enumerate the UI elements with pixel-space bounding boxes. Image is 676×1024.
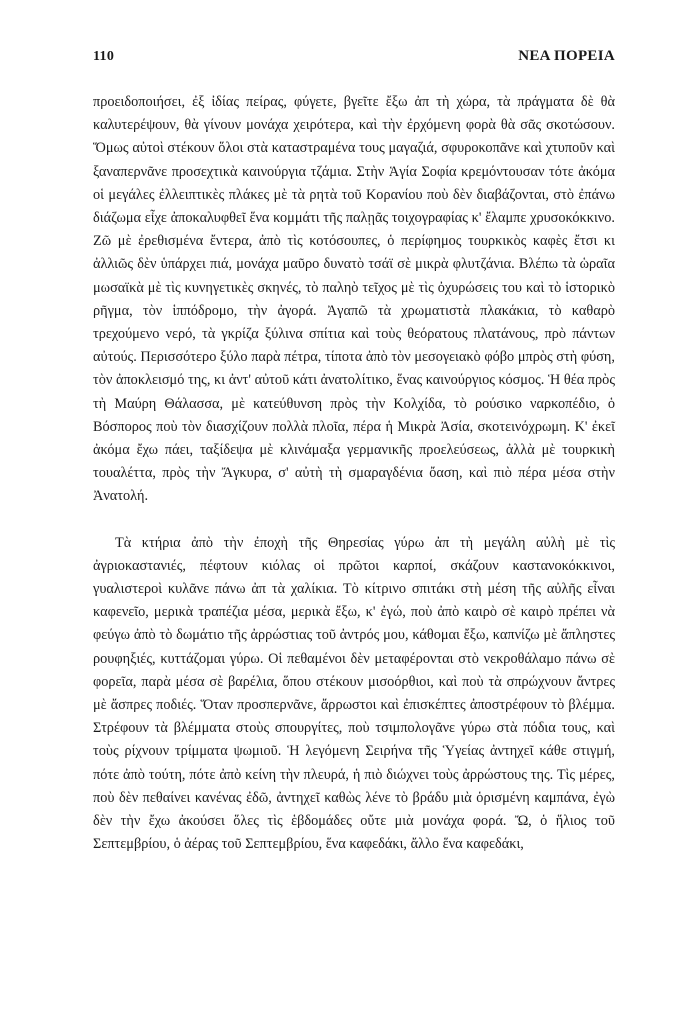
paragraph-hospital: Τὰ κτήρια ἀπὸ τὴν ἐποχὴ τῆς Θηρεσίας γύρω ἀπ τὴ μεγάλη αὐλὴ μὲ τὶς ἀγριοκαστανιές, πέφτουν κιόλας οἱ πρῶτοι καρποί, σκάζουν καστανοκόκκινοι, γυαλιστεροὶ κυλᾶνε πάνω ἀπ τὰ χαλίκια. Τὸ κίτρινο σπιτάκι στὴ μέση τῆς αὐλῆς εἶναι καφενεῖο, μερικὰ τραπέζια μέσα, μερικὰ ἔξω, κ' ἐγώ, ποὺ ἀπὸ καιρὸ σὲ καιρὸ πρέπει νὰ φεύγω ἀπὸ τὸ δωμάτιο τῆς ἀρρώστιας τοῦ ἀντρός μου, κάθομαι ἔξω, καπνίζω μὲ ἄπληστες ρουφηξιές, κυττάζομαι γύρω. Οἱ πεθαμένοι δὲν μεταφέρονται στὸ νεκροθάλαμο πάνω σὲ φορεῖα, παρὰ μέσα σὲ βαρέλια, ὅπου στέκουν μισοόρθιοι, καὶ ποὺ τὰ σπρώχνουν ἄντρες μὲ ἄσπρες ποδιές. Ὅταν προσπερνᾶνε, ἄρρωστοι καὶ ἐπισκέπτες ἀποστρέφουν τὸ βλέμμα. Στρέφουν τὰ βλέμματα στοὺς σπουργίτες, ποὺ τσιμπολογᾶνε γύρω στὰ πόδια τους, καὶ τοὺς ρίχνουν τρίμματα ψωμιοῦ. Ἡ λεγόμενη Σειρήνα τῆς Ὑγείας ἀντηχεῖ κάθε στιγμή, πότε ἀπὸ τούτη, πότε ἀπὸ κείνη τὴν πλευρά, ἡ πιὸ διώχνει τοὺς ἀρρώστους της. Τὶς μέρες, ποὺ δὲν πεθαίνει κανένας ἐδῶ, ἀντηχεῖ καθὼς λένε τὸ βράδυ μιὰ ὁρισμένη καμπάνα, ἐγὼ δὲν τὴν ἔχω ἀκούσει ὅλες τὶς ἑβδομάδες οὔτε μιὰ μονάχα φορά. Ὤ, ὁ ἥλιος τοῦ Σεπτεμβρίου, ὁ ἀέρας τοῦ Σεπτεμβρίου, ἕνα καφεδάκι, ἄλλο ἕνα καφεδάκι, [93,534,615,853]
journal-title: ΝΕΑ ΠΟΡΕΙΑ [518,48,615,64]
body-text [93,91,615,857]
paragraph-continued: προειδοποιήσει, ἐξ ἰδίας πείρας, φύγετε, βγεῖτε ἔξω ἀπ τὴ χώρα, τὰ πράγματα δὲ θὰ καλυτερέψουν, θὰ γίνουν μονάχα χειρότερα, καὶ τὴν ἐρχόμενη φορὰ θὰ σᾶς σκοτώσουν. Ὅμως αὐτοὶ στέκουν ὅλοι στὰ καταστραμένα τους μαγαζιά, σφυροκοπᾶνε καὶ χτυποῦν καὶ ξαναπερνᾶνε προσεχτικὰ καινούργια τζάμια. Στὴν Ἁγία Σοφία κρεμόντουσαν τότε ἀκόμα οἱ μεγάλες ἐλλειπτικὲς πλάκες μὲ τὰ ρητὰ τοῦ Κορανίου ποὺ δὲν διαβάζονται, στὸ ἐπάνω διάζωμα εἶχε ἀποκαλυφθεῖ ἕνα κομμάτι τῆς παλῃᾶς τοιχογραφίας κ' ἔλαμπε χρυσοκόκκινο. Ζῶ μὲ ἐρεθισμένα ἔντερα, ἀπὸ τὶς κοτόσουπες, ὁ περίφημος τουρκικὸς καφὲς ἔτσι κι ἀλλιῶς δὲν ὑπάρχει πιά, μονάχα μαῦρο δυνατὸ τσάϊ σὲ μικρὰ φλυτζάνια. Βλέπω τὰ ὡραῖα μωσαϊκὰ μὲ τὶς κυνηγετικὲς σκηνές, τὸ παληὸ τεῖχος μὲ τὶς ὀχυρώσεις του καὶ τὸ ἱστορικὸ ρῆγμα, τὸν ἱππόδρομο, τὴν ἀγορά. Ἀγαπῶ τὰ χρωματιστὰ πλακάκια, τὸ καθαρὸ τρεχούμενο νερό, τὰ γκρίζα ξύλινα σπίτια καὶ τοὺς θεόρατους πλατάνους, πρὸ πάντων αὐτούς. Περισσότερο ξύλο παρὰ πέτρα, τίποτα ἀπὸ τὸν μεσογειακὸ φόβο μπρὸς στὴ φύση, τὸν ἀποκλεισμό της, κι ἀντ' αὐτοῦ κάτι ἀνατολίτικο, ἕνας καινούργιος κόσμος. Ἡ θέα πρὸς τὴ Μαύρη Θάλασσα, μὲ κατεύθυνση πρὸς τὴν Κολχίδα, τὸ ρούσικο ναρκοπέδιο, ὁ Βόσπορος ποὺ τὸν διασχίζουν πολλὰ πλοῖα, πέρα ἡ Μικρὰ Ἀσία, σκοτεινόχρωμη. Κ' ἐκεῖ ἀκόμα ἔχω πάει, ταξίδεψα μὲ κλινάμαξα γερμανικῆς προελεύσεως, ἀλλὰ μὲ τουρκικὴ τουαλέττα, πρὸς τὴν Ἄγκυρα, σ' αὐτὴ τὴ σμαραγδένια ὄαση, καὶ πιὸ πέρα μέσα στὴν Ἀνατολή. [93,94,615,505]
book-page [93,48,615,857]
paragraph-separator [93,509,615,532]
page-number: 110 [93,49,115,64]
running-head [93,48,615,65]
